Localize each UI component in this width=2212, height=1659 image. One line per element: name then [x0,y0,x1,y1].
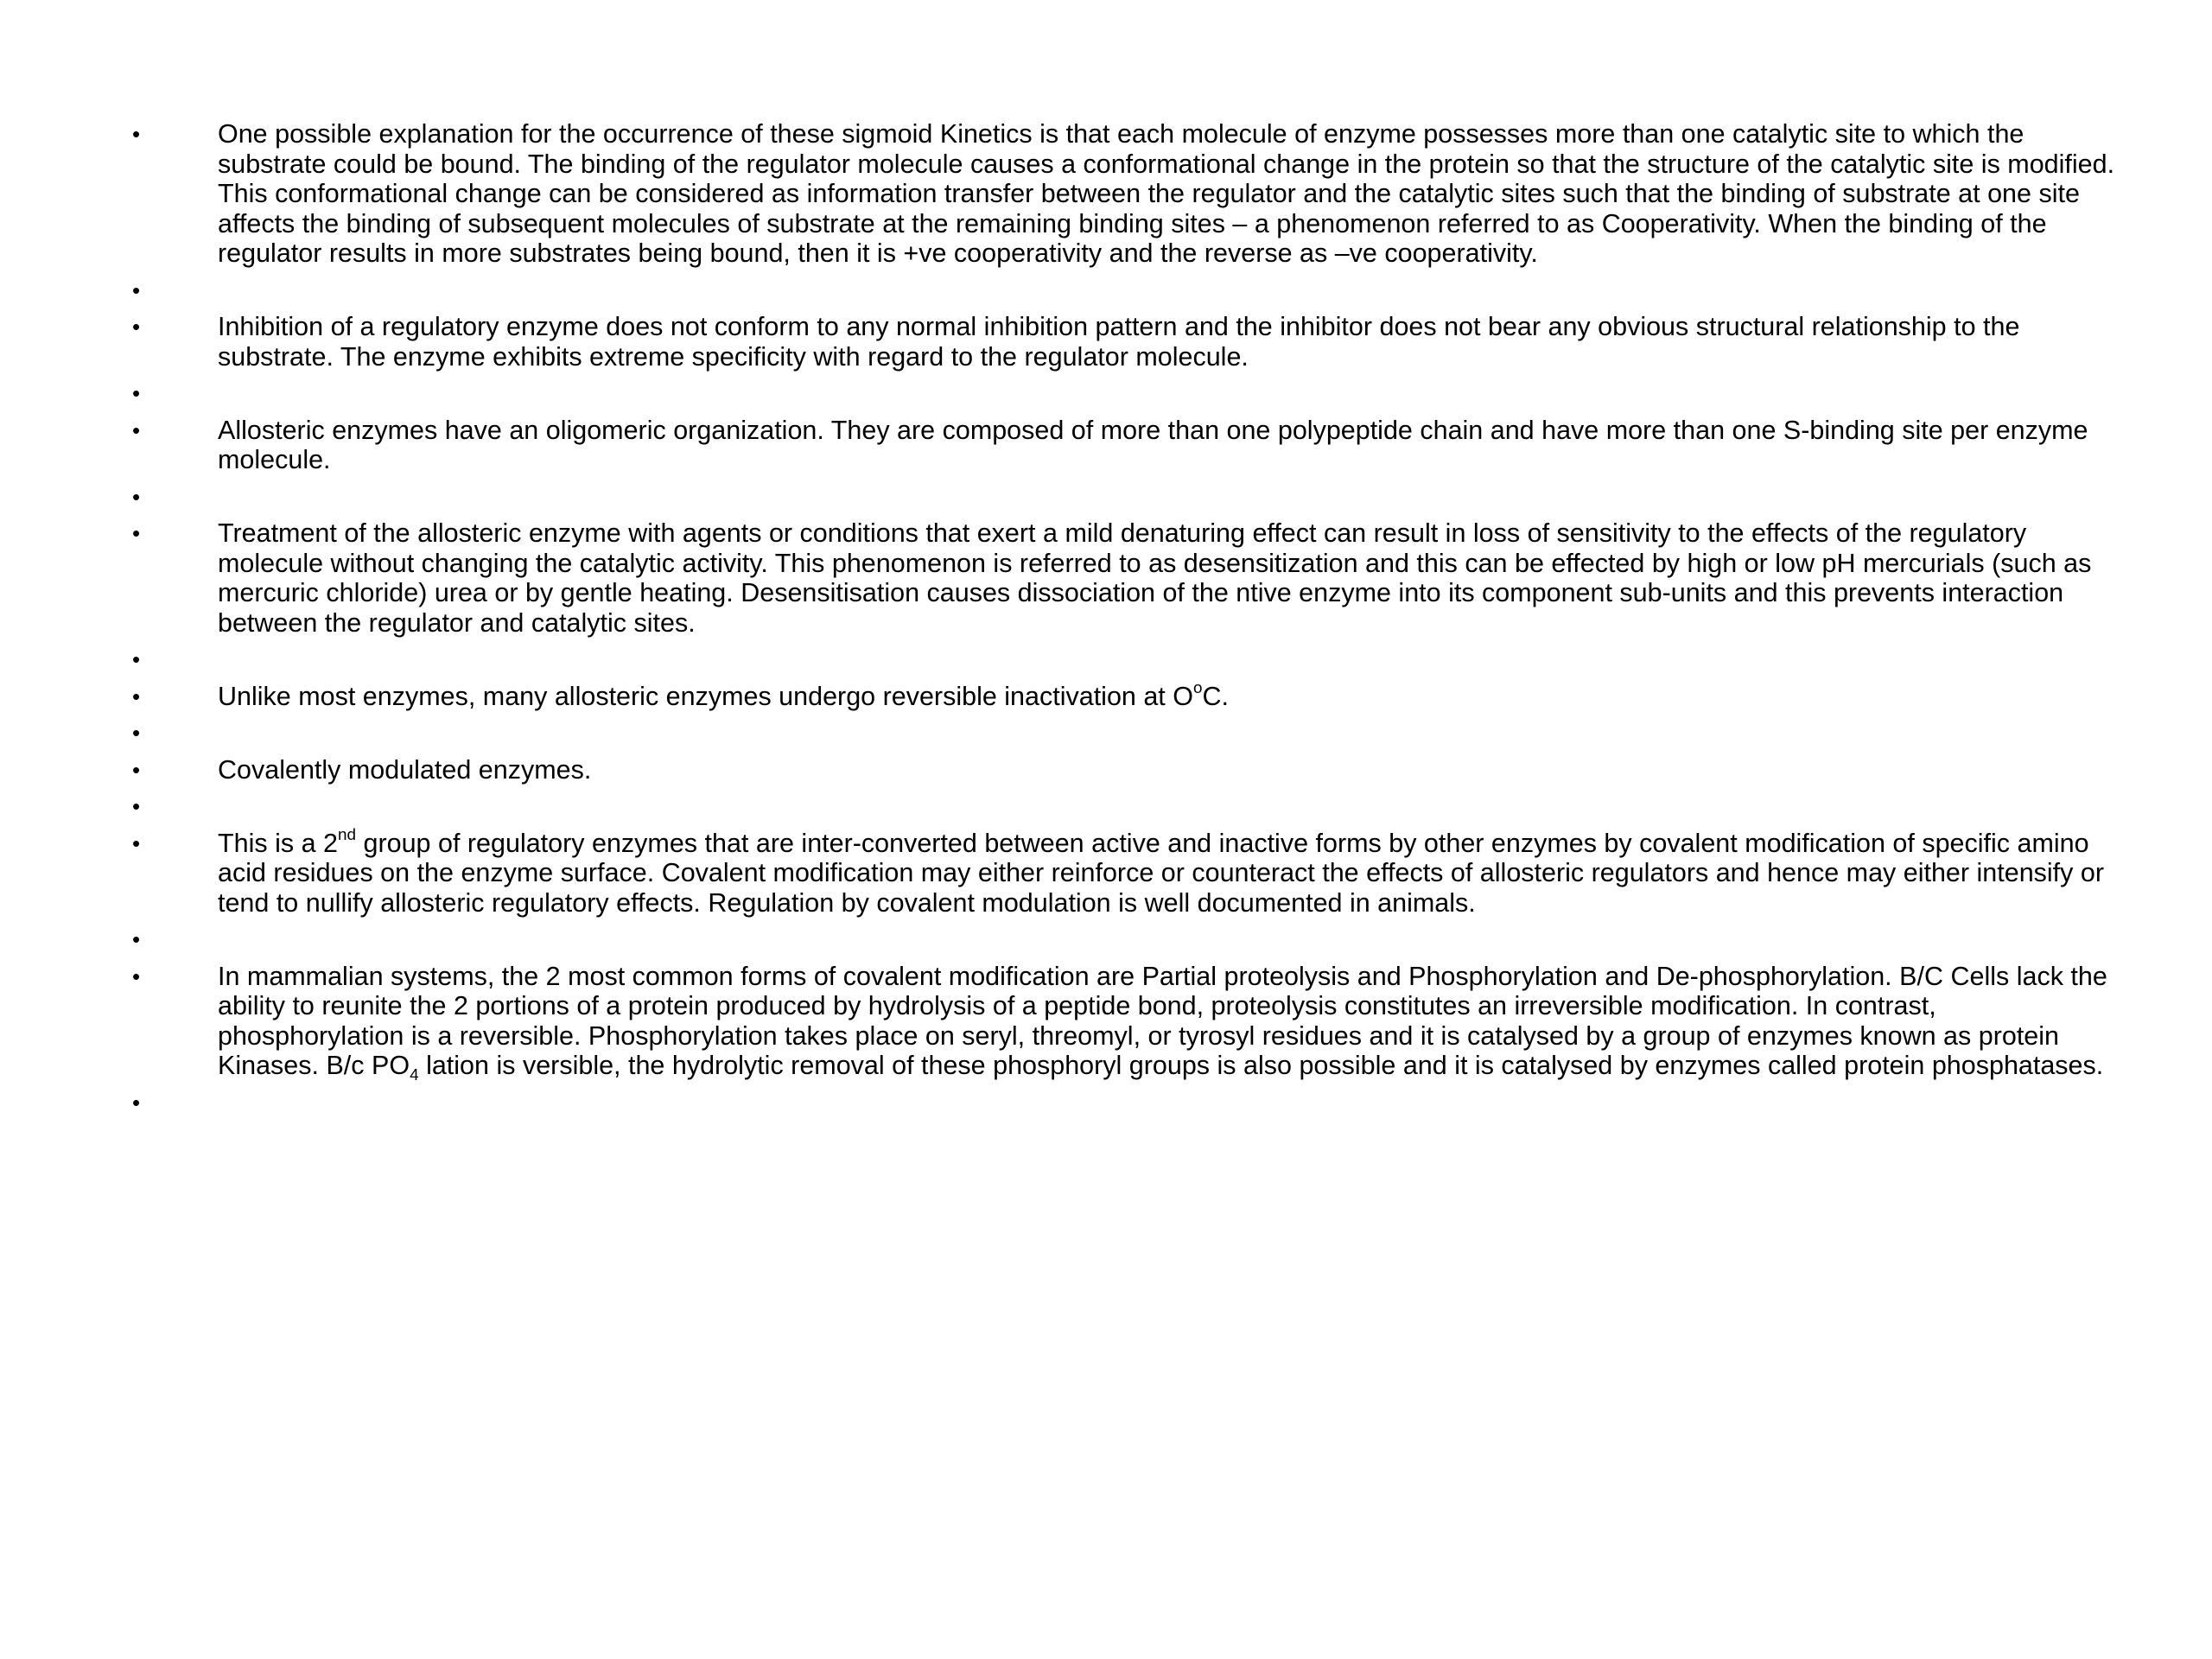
bullet-item [130,312,2117,372]
bullet-text [218,755,2117,785]
text-run: lation is versible, the hydrolytic removal of these phosphoryl groups is also possible and it is catalysed by enzymes called protein phosphatases. [418,1051,2104,1080]
text-run: Unlike most enzymes, many allosteric enzymes undergo reversible inactivation at O [218,681,1193,711]
empty-bullet-item [130,378,2117,409]
text-run: Covalently modulated enzymes. [218,754,592,785]
bullet-text [218,416,2117,475]
bullet-marker: • [132,1089,141,1116]
empty-bullet-item [130,276,2117,306]
bullet-text [218,825,2117,918]
text-run: Inhibition of a regulatory enzyme does not conform to any normal inhibition pattern and the inhibitor does not bear any obvious structural relationship to the substrate. The enzyme exhibits extreme specificity with regard to the regulator molecule. [218,312,2020,372]
bullet-item [130,961,2117,1085]
superscript-text: nd [338,825,357,844]
bullet-item [130,825,2117,918]
bullet-text [218,119,2117,269]
bullet-marker: • [132,520,141,546]
bullet-marker: • [132,380,141,406]
bullet-item [130,119,2117,269]
superscript-text: o [1192,678,1203,697]
text-run: Treatment of the allosteric enzyme with agents or conditions that exert a mild denaturing effect can result in loss of sensitivity to the effects of the regulatory molecule without changing the catalytic activity. This phenomenon is referred to as desensitization and this can be effected by high or low pH mercurials (such as mercuric chloride) urea or by gentle heating. Desensitisation causes dissociation of the ntive enzyme into its component sub-units and this prevents interaction between the regulator and catalytic sites. [218,518,2092,638]
bullet-item [130,518,2117,638]
bullet-marker: • [132,756,141,783]
bullet-text [218,518,2117,638]
bullet-text [218,312,2117,372]
bullet-list [130,119,2117,1124]
bullet-item [130,755,2117,785]
bullet-item [130,678,2117,712]
bullet-marker: • [132,683,141,709]
empty-bullet-item [130,925,2117,955]
text-run: Allosteric enzymes have an oligomeric organization. They are composed of more than one polypeptide chain and have more than one S-binding site per enzyme molecule. [218,415,2088,474]
bullet-marker: • [132,121,141,147]
text-run: In mammalian systems, the 2 most common forms of covalent modification are Partial proteolysis and Phosphorylation and De-phosphorylation. B/C Cells lack the ability to reunite the 2 portions of a protein produced by hydrolysis of a peptide bond, proteolysis constitutes an irreversible modification. In contrast, phosphorylation is a reversible. Phosphorylation takes place on seryl, threomyl, or tyrosyl residues and it is catalysed by a group of enzymes known as protein Kinases. B/c PO [218,961,2107,1080]
empty-bullet-item [130,791,2117,822]
empty-bullet-item [130,645,2117,675]
bullet-marker: • [132,830,141,856]
text-run: This is a 2 [218,828,338,858]
empty-bullet-item [130,1088,2117,1118]
bullet-marker: • [132,926,141,952]
bullet-marker: • [132,276,141,303]
bullet-marker: • [132,963,141,989]
bullet-marker: • [132,793,141,819]
bullet-marker: • [132,314,141,340]
bullet-item [130,416,2117,475]
bullet-marker: • [132,646,141,672]
text-run: C. [1202,681,1229,711]
text-run: One possible explanation for the occurrence of these sigmoid Kinetics is that each molecule of enzyme possesses more than one catalytic site to which the substrate could be bound. The binding of the regulator molecule causes a conformational change in the protein so that the structure of the catalytic site is modified. This conformational change can be considered as information transfer between the regulator and the catalytic sites such that the binding of substrate at one site affects the binding of subsequent molecules of substrate at the remaining binding sites – a phenomenon referred to as Cooperativity. When the binding of the regulator results in more substrates being bound, then it is +ve cooperativity and the reverse as –ve cooperativity. [218,119,2115,268]
bullet-text [218,678,2117,712]
empty-bullet-item [130,718,2117,748]
empty-bullet-item [130,482,2117,512]
subscript-text: 4 [410,1066,419,1085]
text-run: group of regulatory enzymes that are inter-converted between active and inactive forms by other enzymes by covalent modification of specific amino acid residues on the enzyme surface. Covalent modification may either reinforce or counteract the effects of allosteric regulators and hence may either intensify or tend to nullify allosteric regulatory effects. Regulation by covalent modulation is well documented in animals. [218,828,2104,918]
bullet-text [218,961,2117,1085]
bullet-marker: • [132,483,141,510]
bullet-marker: • [132,720,141,746]
bullet-marker: • [132,416,141,443]
